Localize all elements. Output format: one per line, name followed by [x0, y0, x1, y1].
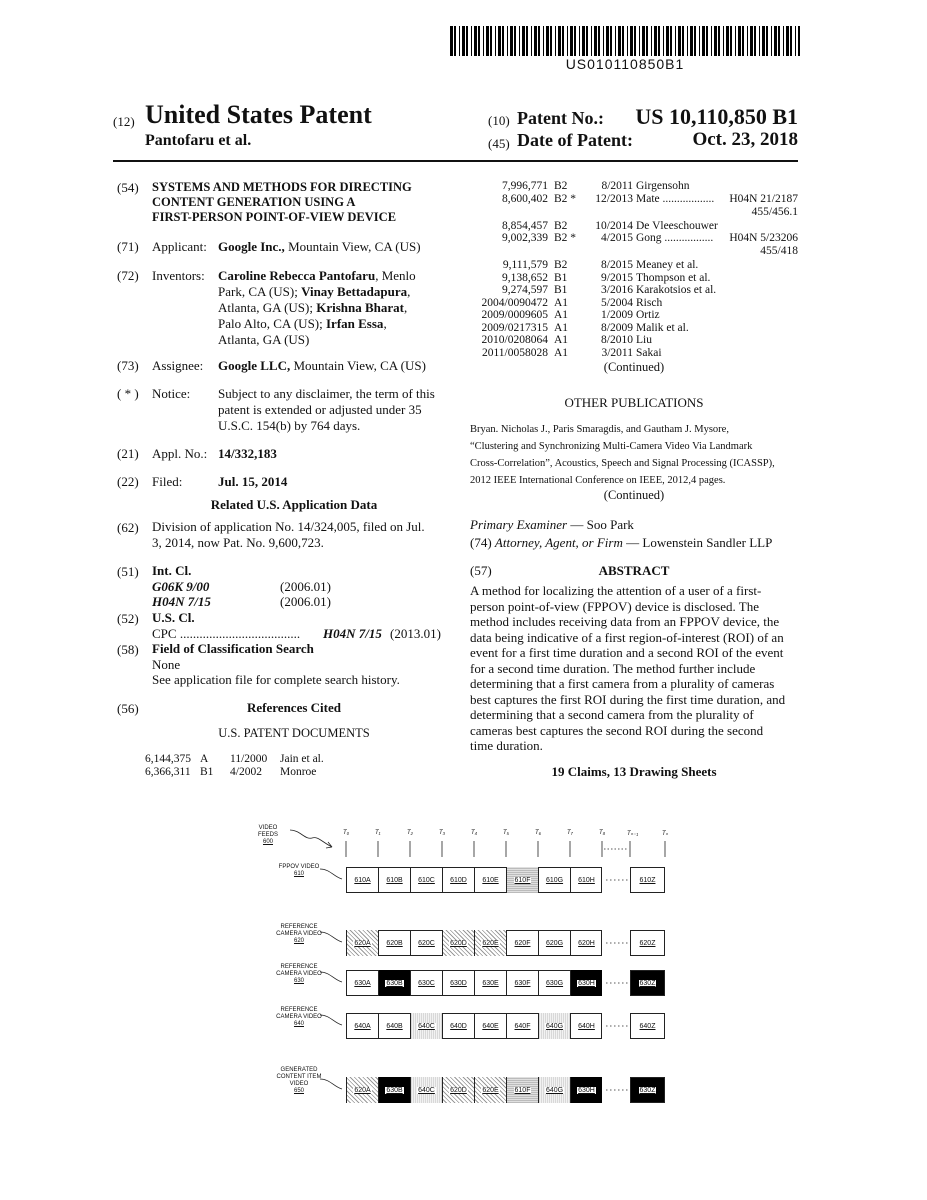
ref-class: H04N 21/2187	[729, 192, 798, 205]
ref-date: 1/2009	[601, 309, 633, 321]
segment-label: 620A	[354, 939, 371, 947]
segment-cell	[442, 1077, 474, 1103]
claims-and-sheets: 19 Claims, 13 Drawing Sheets	[551, 764, 717, 779]
cpc-version: (2013.01)	[390, 626, 441, 641]
inventors-list: Caroline Rebecca Pantofaru, Menlo Park, CA (US); Vinay Bettadapura, Atlanta, GA (US); Krishna Bharat, Palo Alto, CA (US); Irfan Essa, Atlanta, GA (US)	[218, 268, 416, 347]
inventors-label: Inventors:	[152, 268, 205, 283]
filed-value: Jul. 15, 2014	[218, 474, 288, 489]
label-line: 650	[293, 1088, 304, 1094]
ref-number: 2004/0090472	[481, 296, 548, 309]
ref-name: Thompson et al.	[636, 271, 711, 284]
ref-date: 4/2015	[601, 232, 633, 244]
tick-label: T₈	[599, 830, 606, 836]
field-54-number: (54)	[117, 180, 139, 195]
ref-kind: B2	[554, 219, 568, 232]
label-line: FPPOV VIDEO	[278, 864, 320, 870]
ref-name: Risch	[636, 296, 663, 309]
field-10-number: (10)	[488, 113, 510, 128]
label-line: CAMERA VIDEO	[276, 931, 322, 937]
ref-date: 12/2013	[595, 192, 633, 205]
segment-label: 610B	[386, 876, 403, 884]
document-title: United States Patent	[145, 100, 372, 129]
segment-cell	[538, 1013, 570, 1039]
ref-name: Jain et al.	[280, 753, 324, 765]
segment-cell	[506, 867, 538, 893]
ref-number: 6,144,375	[145, 753, 191, 765]
segment-label: 620B	[386, 939, 403, 947]
tick-label: T₅	[503, 830, 510, 836]
field-45-number: (45)	[488, 136, 510, 151]
segment-cell	[506, 1013, 538, 1039]
label-line: REFERENCE	[280, 924, 318, 930]
segment-cell	[474, 970, 506, 996]
tick-label: T₆	[535, 830, 542, 836]
ref-date: 4/2002	[230, 766, 262, 778]
segment-label: 620F	[514, 939, 531, 947]
abstract-heading: ABSTRACT	[598, 563, 670, 578]
segment-label: 610F	[514, 1086, 531, 1094]
segment-label: 610H	[578, 876, 595, 884]
segment-label: 630H	[578, 1086, 595, 1094]
ref-date: 9/2015	[601, 271, 633, 284]
segment-label: 620E	[482, 939, 499, 947]
segment-cell	[346, 1077, 378, 1103]
ref-name: Gong .................	[636, 232, 714, 244]
ref-class: H04N 5/23206	[729, 232, 798, 244]
ref-date: 11/2000	[230, 753, 268, 765]
segment-label: 640H	[578, 1022, 595, 1030]
ref-kind: B1	[554, 284, 568, 296]
ref-class-secondary: 455/418	[760, 245, 798, 257]
segment-cell	[346, 970, 378, 996]
segment-label: 620E	[482, 1086, 499, 1094]
label-line: GENERATED	[280, 1067, 318, 1073]
segment-label: 630B	[386, 979, 403, 987]
date-of-patent-label: Date of Patent:	[517, 130, 633, 150]
label-line: REFERENCE	[280, 1007, 318, 1013]
field-73-number: (73)	[117, 358, 139, 373]
segment-label: 640Z	[639, 1022, 656, 1030]
continued-2: (Continued)	[603, 488, 665, 502]
segment-cell-last	[630, 867, 665, 893]
segment-label: 640G	[545, 1022, 564, 1030]
ref-number: 2009/0009605	[481, 309, 548, 321]
segment-cell	[506, 970, 538, 996]
field-58-number: (58)	[117, 642, 139, 657]
label-line: 600	[262, 839, 273, 845]
notice-text: Subject to any disclaimer, the term of this patent is extended or adjusted under 35 U.S.C. 154(b) by 764 days.	[218, 386, 435, 433]
segment-cell	[378, 1077, 410, 1103]
tick-label: Tₙ	[662, 831, 669, 837]
segment-cell	[570, 970, 602, 996]
segment-label: 630B	[386, 1086, 403, 1094]
patent-number: US 10,110,850 B1	[635, 104, 798, 129]
field-57-number: (57)	[470, 563, 492, 578]
segment-cell	[410, 1013, 442, 1039]
segment-cell	[346, 930, 378, 956]
segment-label: 640B	[386, 1022, 403, 1030]
int-cl-ver-1: (2006.01)	[280, 579, 331, 594]
us-patent-documents-heading: U.S. PATENT DOCUMENTS	[218, 726, 370, 740]
ref-number: 9,111,579	[502, 259, 548, 271]
ref-name: Girgensohn	[636, 180, 690, 192]
label-line: 610	[293, 871, 304, 877]
video-feeds-arrow	[290, 830, 332, 848]
segment-cell	[346, 1013, 378, 1039]
ref-date: 8/2011	[601, 180, 633, 192]
segment-cell	[570, 930, 602, 956]
ref-number: 2010/0208064	[481, 334, 548, 346]
field-51-number: (51)	[117, 564, 139, 579]
segment-label: 620G	[545, 939, 564, 947]
segment-cell	[410, 867, 442, 893]
field-21-number: (21)	[117, 446, 139, 461]
segment-cell	[570, 867, 602, 893]
patent-no-label: Patent No.:	[517, 108, 604, 128]
ref-kind: B1	[554, 271, 568, 284]
ref-kind: A	[200, 753, 209, 765]
notice-label: Notice:	[152, 386, 191, 401]
applicant-value: Google Inc., Mountain View, CA (US)	[218, 239, 421, 254]
segment-cell-last	[630, 930, 665, 956]
segment-label: 630E	[482, 979, 499, 987]
segment-cell	[506, 930, 538, 956]
segment-cell	[474, 930, 506, 956]
ref-number: 2011/0058028	[481, 346, 548, 359]
label-line: REFERENCE	[280, 964, 318, 970]
segment-label: 630G	[545, 979, 564, 987]
ref-name: De Vleeschouwer	[636, 219, 718, 232]
ref-name: Meaney et al.	[636, 259, 699, 271]
ref-name: Karakotsios et al.	[636, 284, 717, 296]
field-12-number: (12)	[113, 114, 135, 129]
segment-label: 630Z	[639, 1086, 656, 1094]
segment-label: 640F	[514, 1022, 531, 1030]
segment-label: 640C	[418, 1086, 435, 1094]
field-22-number: (22)	[117, 474, 139, 489]
field-62-number: (62)	[117, 520, 139, 535]
ref-number: 9,138,652	[502, 271, 548, 284]
segment-cell	[442, 867, 474, 893]
ref-kind: A1	[554, 309, 569, 321]
ref-date: 8/2015	[601, 259, 633, 271]
field-71-number: (71)	[117, 239, 139, 254]
label-line: 620	[293, 938, 304, 944]
segment-label: 610F	[514, 876, 531, 884]
segment-cell	[378, 867, 410, 893]
label-line: 630	[293, 978, 304, 984]
notice-marker: ( * )	[117, 386, 139, 401]
ref-date: 10/2014	[595, 219, 633, 232]
segment-label: 640A	[354, 1022, 371, 1030]
classification-search-label: Field of Classification Search	[152, 641, 314, 656]
ref-date: 8/2010	[601, 334, 633, 346]
int-cl-label: Int. Cl.	[152, 563, 192, 578]
segment-label: 640D	[450, 1022, 467, 1030]
row-label	[272, 964, 326, 985]
ref-number: 2009/0217315	[481, 321, 548, 334]
ref-date: 3/2016	[601, 284, 633, 296]
segment-label: 620C	[418, 939, 435, 947]
segment-label: 620D	[450, 939, 467, 947]
segment-label: 630H	[578, 979, 595, 987]
row-label	[272, 1007, 326, 1028]
tick-label: T₇	[567, 830, 573, 836]
tick-label: T₁	[375, 830, 381, 836]
segment-cell	[538, 970, 570, 996]
segment-label: 640C	[418, 1022, 435, 1030]
tick-label: T₀	[343, 830, 350, 836]
ref-name: Liu	[636, 334, 652, 346]
segment-label: 610E	[482, 876, 499, 884]
date-of-patent: Oct. 23, 2018	[692, 129, 798, 150]
authors: Pantofaru et al.	[145, 132, 252, 149]
label-line: CAMERA VIDEO	[276, 971, 322, 977]
ref-kind: A1	[554, 346, 569, 359]
ref-class-secondary: 455/456.1	[751, 205, 798, 218]
segment-label: 620D	[450, 1086, 467, 1094]
segment-cell	[538, 930, 570, 956]
segment-cell	[346, 867, 378, 893]
ref-date: 8/2009	[601, 321, 633, 334]
segment-cell	[570, 1013, 602, 1039]
label-line: 640	[293, 1021, 304, 1027]
segment-label: 610C	[418, 876, 435, 884]
segment-label: 620A	[354, 1086, 371, 1094]
int-cl-code-2: H04N 7/15	[152, 594, 211, 609]
assignee-label: Assignee:	[152, 358, 204, 373]
cpc-code: H04N 7/15	[323, 626, 382, 641]
ref-date: 5/2004	[601, 296, 633, 309]
references-cited-heading: References Cited	[247, 700, 341, 715]
ref-kind: B2 *	[554, 192, 577, 205]
other-publications-text: Bryan. Nicholas J., Paris Smaragdis, and Gautham J. Mysore, “Clustering and Synchronizing Multi-Camera Video Via Landmark Cross-Correlation”, Acoustics, Speech and Signal Processing (ICASSP), 2012 IEEE International Conference on IEEE, 2012,4 pages.	[470, 424, 775, 486]
segment-label: 630C	[418, 979, 435, 987]
attorney: (74) Attorney, Agent, or Firm — Lowenstein Sandler LLP	[470, 535, 773, 550]
invention-title: SYSTEMS AND METHODS FOR DIRECTING CONTENT GENERATION USING A FIRST-PERSON POINT-OF-VIEW DEVICE	[152, 180, 412, 224]
ref-name: Mate ..................	[636, 192, 715, 205]
row-label	[272, 864, 326, 878]
ref-name: Sakai	[636, 346, 662, 359]
segment-label: 620Z	[639, 939, 656, 947]
ref-kind: B2	[554, 259, 568, 271]
ref-kind: A1	[554, 296, 569, 309]
segment-label: 630A	[354, 979, 371, 987]
segment-label: 610D	[450, 876, 467, 884]
segment-label: 620H	[578, 939, 595, 947]
segment-label: 610Z	[639, 876, 656, 884]
segment-cell	[442, 970, 474, 996]
tick-label: T₄	[471, 830, 478, 836]
segment-cell	[410, 930, 442, 956]
barcode-number: US010110850B1	[565, 56, 685, 72]
label-line: CAMERA VIDEO	[276, 1014, 322, 1020]
segment-label: 610G	[545, 876, 564, 884]
ref-kind: A1	[554, 334, 569, 346]
field-72-number: (72)	[117, 268, 139, 283]
segment-cell	[378, 930, 410, 956]
ref-kind: B2	[554, 180, 568, 192]
appl-no-value: 14/332,183	[218, 446, 277, 461]
classification-note: See application file for complete search history.	[152, 672, 400, 687]
segment-cell	[474, 1013, 506, 1039]
ref-kind: B2 *	[554, 232, 577, 244]
label-line: VIDEO	[289, 1081, 309, 1087]
ref-name: Ortiz	[636, 309, 660, 321]
cpc-label: CPC .....................................	[152, 626, 301, 641]
segment-cell	[474, 1077, 506, 1103]
segment-cell	[378, 970, 410, 996]
us-cl-label: U.S. Cl.	[152, 610, 195, 625]
segment-cell	[442, 1013, 474, 1039]
segment-label: 630Z	[639, 979, 656, 987]
ref-number: 6,366,311	[145, 766, 191, 778]
segment-cell	[410, 970, 442, 996]
tick-label: Tₙ₋₁	[627, 831, 639, 837]
segment-cell	[378, 1013, 410, 1039]
segment-label: 640E	[482, 1022, 499, 1030]
ref-number: 9,002,339	[502, 232, 548, 244]
classification-none: None	[152, 657, 181, 672]
row-label	[272, 1067, 326, 1095]
segment-label: 640G	[545, 1086, 564, 1094]
segment-cell	[538, 867, 570, 893]
tick-label: T₂	[407, 830, 413, 836]
continued-1: (Continued)	[603, 360, 665, 374]
ref-kind: A1	[554, 321, 569, 334]
segment-cell-last	[630, 1077, 665, 1103]
segment-cell	[570, 1077, 602, 1103]
label-line: VIDEO FEEDS	[257, 825, 278, 838]
row-label	[272, 924, 326, 945]
other-publications-heading: OTHER PUBLICATIONS	[564, 395, 704, 410]
segment-label: 630F	[514, 979, 531, 987]
field-56-number: (56)	[117, 701, 139, 716]
applicant-label: Applicant:	[152, 239, 207, 254]
segment-cell-last	[630, 1013, 665, 1039]
related-data-heading: Related U.S. Application Data	[210, 497, 378, 512]
ref-name: Monroe	[280, 766, 317, 778]
ref-number: 9,274,597	[502, 284, 548, 296]
filed-label: Filed:	[152, 474, 183, 489]
primary-examiner: Primary Examiner — Soo Park	[470, 517, 634, 532]
tick-label: T₃	[439, 830, 446, 836]
segment-label: 630D	[450, 979, 467, 987]
ref-kind: B1	[200, 766, 214, 778]
int-cl-code-1: G06K 9/00	[152, 579, 210, 594]
segment-label: 610A	[354, 876, 371, 884]
segment-cell-last	[630, 970, 665, 996]
segment-cell	[410, 1077, 442, 1103]
ref-name: Malik et al.	[636, 321, 689, 334]
label-line: CONTENT ITEM	[276, 1074, 322, 1080]
assignee-value: Google LLC, Mountain View, CA (US)	[218, 358, 426, 373]
ref-date: 3/2011	[601, 346, 633, 359]
segment-cell	[442, 930, 474, 956]
appl-no-label: Appl. No.:	[152, 446, 208, 461]
ref-number: 8,600,402	[502, 192, 548, 205]
segment-cell	[538, 1077, 570, 1103]
segment-cell	[474, 867, 506, 893]
division-text: Division of application No. 14/324,005, filed on Jul. 3, 2014, now Pat. No. 9,600,723.	[152, 519, 425, 550]
segment-cell	[506, 1077, 538, 1103]
field-52-number: (52)	[117, 611, 139, 626]
abstract-text: A method for localizing the attention of a user of a first- person point-of-view (FPPOV) device is disclosed. The method includes receiving data from an FPPOV device, the data being indicative of a first region-of-interest (ROI) of an event for a first time duration and a second ROI of the event for a second time duration. The method further include determining that a first camera from a plurality of cameras best captures the first ROI during the first time duration, and determining that a second camera from the plurality of cameras best captures the second ROI during the second time duration.	[470, 583, 786, 753]
ref-number: 8,854,457	[502, 219, 548, 232]
ref-number: 7,996,771	[502, 180, 548, 192]
int-cl-ver-2: (2006.01)	[280, 594, 331, 609]
